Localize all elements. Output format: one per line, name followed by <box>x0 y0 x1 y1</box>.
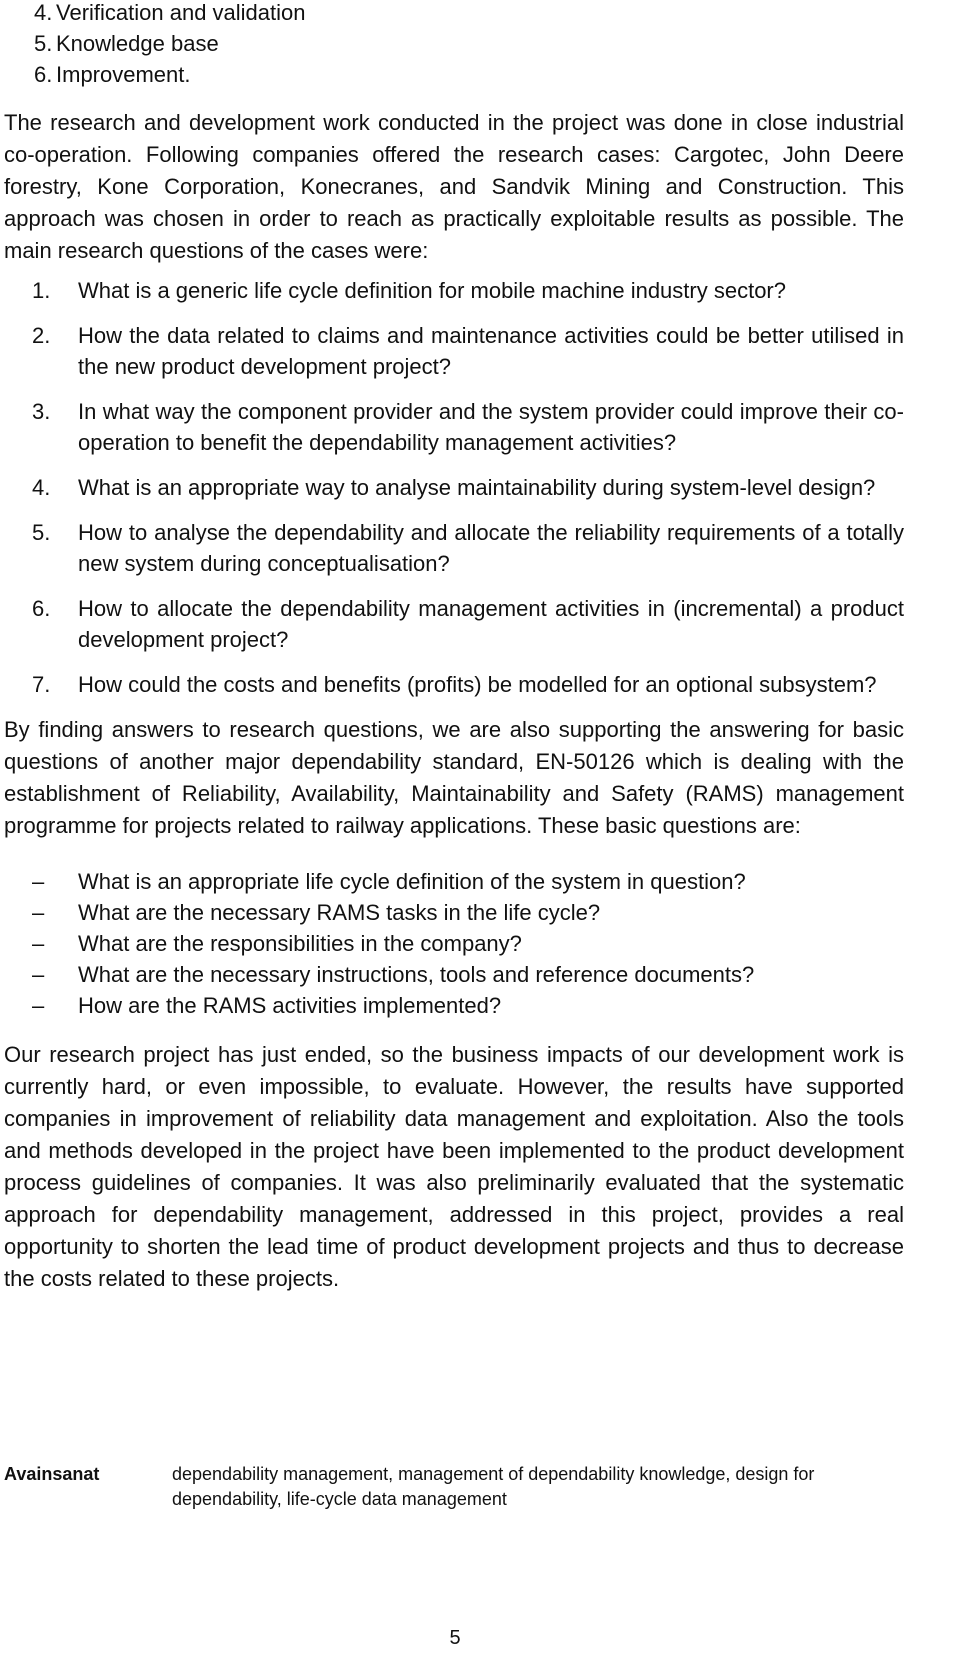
list-number: 2. <box>32 323 51 348</box>
list-text: In what way the component provider and the system provider could improve their co-operation to benefit the dependability management activities? <box>78 399 904 455</box>
page-number: 5 <box>449 1627 461 1649</box>
list-item <box>4 0 904 31</box>
list-item <box>4 866 904 897</box>
list-item <box>4 928 904 959</box>
list-text: What is a generic life cycle definition for mobile machine industry sector? <box>78 278 786 303</box>
paragraph-business-impacts: Our research project has just ended, so the business impacts of our development work is currently hard, or even impossible, to evaluate. However, the results have supported companies in improvement of reliability data management and exploitation. Also the tools and methods developed in the project have been implemented to the product development process guidelines of companies. It was also preliminarily evaluated that the systematic approach for dependability management, addressed in this project, provides a real opportunity to shorten the lead time of product development projects and thus to decrease the costs related to these projects. <box>4 1042 904 1291</box>
list-number: 6. <box>34 62 53 87</box>
list-number: 5. <box>32 520 51 545</box>
dash-bullet: – <box>32 993 45 1018</box>
list-text: What are the necessary instructions, tools and reference documents? <box>78 962 755 987</box>
list-number: 3. <box>32 399 51 424</box>
list-item <box>4 275 904 306</box>
list-text: Verification and validation <box>56 0 306 25</box>
phase-list <box>4 0 904 93</box>
keywords-text: dependability management, management of dependability knowledge, design for dependability, life-cycle data management <box>172 1464 815 1509</box>
list-text: Knowledge base <box>56 31 219 56</box>
paragraph-research-cases: The research and development work conducted in the project was done in close industrial co-operation. Following companies offered the research cases: Cargotec, John Deere forestry, Kone Corporation, Konecranes, and Sandvik Mining and Construction. This approach was chosen in order to reach as practically exploitable results as possible. The main research questions of the cases were: <box>4 110 904 263</box>
dash-bullet: – <box>32 900 45 925</box>
list-text: How the data related to claims and maintenance activities could be better utilised in the new product development project? <box>78 323 904 379</box>
list-text: What are the necessary RAMS tasks in the life cycle? <box>78 900 601 925</box>
list-text: How are the RAMS activities implemented? <box>78 993 502 1018</box>
list-item <box>4 31 904 62</box>
list-text: What is an appropriate way to analyse maintainability during system-level design? <box>78 475 876 500</box>
basic-questions-list <box>4 866 904 1021</box>
list-item <box>4 897 904 928</box>
list-item <box>4 517 904 579</box>
paragraph-basic-questions: By finding answers to research questions, we are also supporting the answering for basic questions of another major dependability standard, EN-50126 which is dealing with the establishment of Reliability, Availability, Maintainability and Safety (RAMS) management programme for projects related to railway applications. These basic questions are: <box>4 717 904 838</box>
list-item <box>4 320 904 382</box>
list-text: How to analyse the dependability and allocate the reliability requirements of a totally new system during conceptualisation? <box>78 520 904 576</box>
list-number: 4. <box>32 475 51 500</box>
list-number: 4. <box>34 0 53 25</box>
list-item <box>4 396 904 458</box>
dash-bullet: – <box>32 931 45 956</box>
list-item <box>4 669 904 700</box>
list-item <box>4 990 904 1021</box>
list-text: What are the responsibilities in the company? <box>78 931 522 956</box>
list-item <box>4 959 904 990</box>
list-item <box>4 62 904 93</box>
list-number: 7. <box>32 672 51 697</box>
document-page <box>4 0 904 1295</box>
dash-bullet: – <box>32 869 45 894</box>
list-number: 1. <box>32 278 51 303</box>
list-number: 5. <box>34 31 53 56</box>
list-item <box>4 593 904 655</box>
list-text: How could the costs and benefits (profits) be modelled for an optional subsystem? <box>78 672 877 697</box>
keywords-label: Avainsanat <box>4 1464 100 1484</box>
keywords-section <box>4 1462 904 1512</box>
list-item <box>4 472 904 503</box>
dash-bullet: – <box>32 962 45 987</box>
list-number: 6. <box>32 596 51 621</box>
list-text: Improvement. <box>56 62 191 87</box>
list-text: What is an appropriate life cycle definition of the system in question? <box>78 869 746 894</box>
list-text: How to allocate the dependability management activities in (incremental) a product development project? <box>78 596 904 652</box>
research-questions-list <box>4 275 904 700</box>
